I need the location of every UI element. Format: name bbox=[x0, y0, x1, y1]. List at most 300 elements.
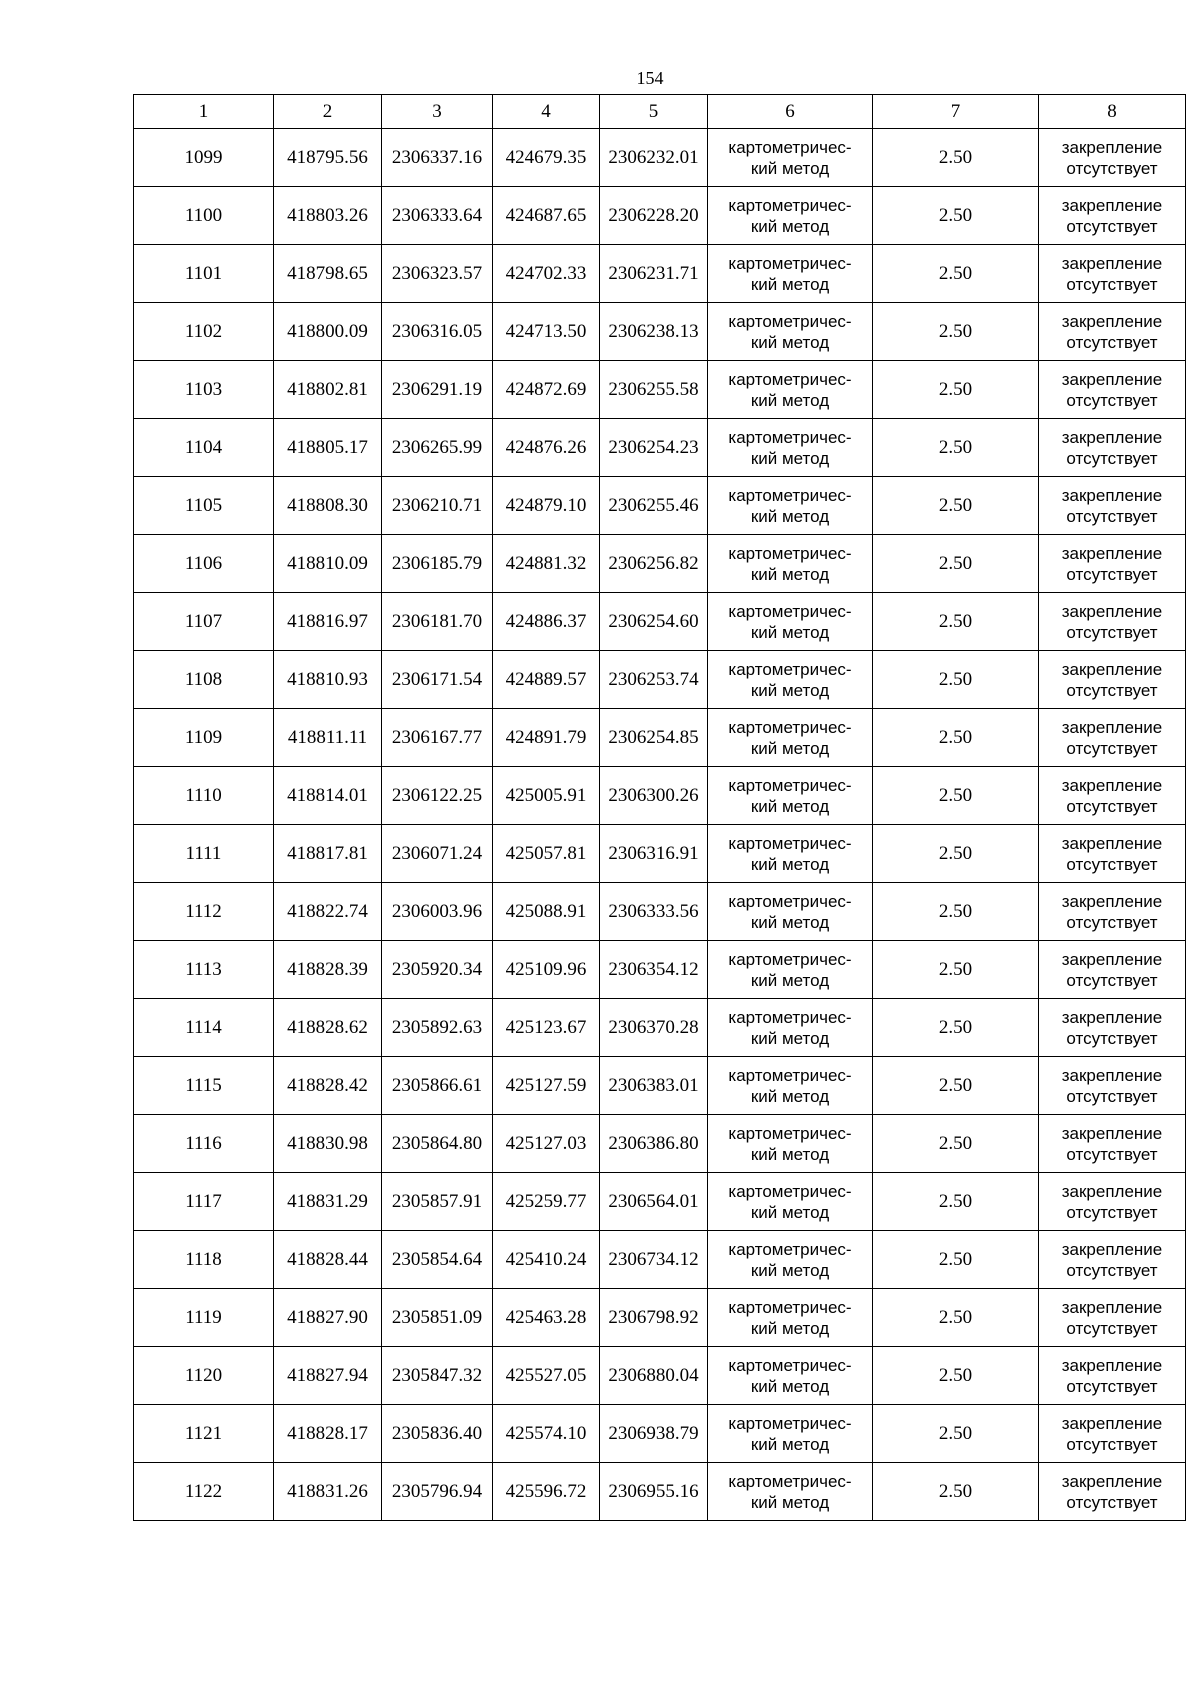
fixing-line: закрепление bbox=[1061, 253, 1163, 273]
accuracy-cell: 2.50 bbox=[873, 593, 1039, 651]
coordinate-cell: 2306122.25 bbox=[382, 767, 493, 825]
accuracy-cell: 2.50 bbox=[873, 1405, 1039, 1463]
coordinate-cell: 424886.37 bbox=[493, 593, 600, 651]
point-number: 1104 bbox=[134, 419, 274, 477]
table-row bbox=[134, 941, 1186, 999]
coordinate-cell: 425410.24 bbox=[493, 1231, 600, 1289]
coordinate-cell: 418810.09 bbox=[274, 535, 382, 593]
method-line: картометричес- bbox=[728, 717, 852, 737]
coordinate-cell: 418828.17 bbox=[274, 1405, 382, 1463]
method-cell bbox=[708, 593, 873, 651]
method-line: кий метод bbox=[750, 158, 830, 178]
accuracy-cell: 2.50 bbox=[873, 767, 1039, 825]
coordinate-cell: 2306071.24 bbox=[382, 825, 493, 883]
coordinate-cell: 418814.01 bbox=[274, 767, 382, 825]
fixing-cell bbox=[1039, 1289, 1186, 1347]
accuracy-cell: 2.50 bbox=[873, 1463, 1039, 1521]
method-line: картометричес- bbox=[728, 543, 852, 563]
point-number: 1112 bbox=[134, 883, 274, 941]
point-number: 1121 bbox=[134, 1405, 274, 1463]
fixing-line: отсутствует bbox=[1066, 796, 1158, 816]
fixing-line: закрепление bbox=[1061, 833, 1163, 853]
coordinate-cell: 2306181.70 bbox=[382, 593, 493, 651]
coordinate-cell: 2305920.34 bbox=[382, 941, 493, 999]
fixing-line: закрепление bbox=[1061, 485, 1163, 505]
column-header: 3 bbox=[382, 95, 493, 129]
point-number: 1110 bbox=[134, 767, 274, 825]
method-cell bbox=[708, 767, 873, 825]
column-header: 1 bbox=[134, 95, 274, 129]
method-line: картометричес- bbox=[728, 1297, 852, 1317]
coordinate-cell: 424872.69 bbox=[493, 361, 600, 419]
fixing-line: отсутствует bbox=[1066, 738, 1158, 758]
fixing-line: отсутствует bbox=[1066, 1492, 1158, 1512]
point-number: 1115 bbox=[134, 1057, 274, 1115]
fixing-line: отсутствует bbox=[1066, 1376, 1158, 1396]
coordinate-cell: 2305857.91 bbox=[382, 1173, 493, 1231]
coordinate-cell: 2305796.94 bbox=[382, 1463, 493, 1521]
fixing-cell bbox=[1039, 1405, 1186, 1463]
coordinate-cell: 2306291.19 bbox=[382, 361, 493, 419]
coordinate-cell: 2306003.96 bbox=[382, 883, 493, 941]
coordinate-cell: 418803.26 bbox=[274, 187, 382, 245]
method-cell bbox=[708, 1289, 873, 1347]
fixing-line: отсутствует bbox=[1066, 970, 1158, 990]
table-row bbox=[134, 825, 1186, 883]
method-cell bbox=[708, 477, 873, 535]
table-row bbox=[134, 1231, 1186, 1289]
point-number: 1099 bbox=[134, 129, 274, 187]
page-number: 154 bbox=[636, 68, 664, 88]
fixing-line: закрепление bbox=[1061, 311, 1163, 331]
coordinate-cell: 425596.72 bbox=[493, 1463, 600, 1521]
method-line: кий метод bbox=[750, 622, 830, 642]
fixing-cell bbox=[1039, 303, 1186, 361]
coordinate-cell: 425057.81 bbox=[493, 825, 600, 883]
method-line: кий метод bbox=[750, 1028, 830, 1048]
fixing-cell bbox=[1039, 129, 1186, 187]
coordinate-cell: 2306255.46 bbox=[600, 477, 708, 535]
coordinate-cell: 425005.91 bbox=[493, 767, 600, 825]
method-line: картометричес- bbox=[728, 775, 852, 795]
fixing-cell bbox=[1039, 361, 1186, 419]
coordinate-cell: 425463.28 bbox=[493, 1289, 600, 1347]
accuracy-cell: 2.50 bbox=[873, 1115, 1039, 1173]
coordinate-cell: 2306254.23 bbox=[600, 419, 708, 477]
accuracy-cell: 2.50 bbox=[873, 1289, 1039, 1347]
coordinate-cell: 2305851.09 bbox=[382, 1289, 493, 1347]
point-number: 1101 bbox=[134, 245, 274, 303]
accuracy-cell: 2.50 bbox=[873, 1231, 1039, 1289]
fixing-line: закрепление bbox=[1061, 1355, 1163, 1375]
accuracy-cell: 2.50 bbox=[873, 477, 1039, 535]
fixing-cell bbox=[1039, 883, 1186, 941]
table-row bbox=[134, 245, 1186, 303]
coordinate-cell: 418831.26 bbox=[274, 1463, 382, 1521]
method-line: кий метод bbox=[750, 564, 830, 584]
table-row bbox=[134, 651, 1186, 709]
table-row bbox=[134, 419, 1186, 477]
fixing-line: закрепление bbox=[1061, 1181, 1163, 1201]
method-cell bbox=[708, 129, 873, 187]
accuracy-cell: 2.50 bbox=[873, 419, 1039, 477]
fixing-line: закрепление bbox=[1061, 775, 1163, 795]
fixing-cell bbox=[1039, 593, 1186, 651]
point-number: 1100 bbox=[134, 187, 274, 245]
column-header: 6 bbox=[708, 95, 873, 129]
coordinate-cell: 2306300.26 bbox=[600, 767, 708, 825]
coordinates-table bbox=[133, 94, 1186, 1521]
table-row bbox=[134, 767, 1186, 825]
coordinate-cell: 2305847.32 bbox=[382, 1347, 493, 1405]
accuracy-cell: 2.50 bbox=[873, 1347, 1039, 1405]
coordinate-cell: 2306238.13 bbox=[600, 303, 708, 361]
fixing-line: отсутствует bbox=[1066, 1260, 1158, 1280]
coordinate-cell: 2306232.01 bbox=[600, 129, 708, 187]
accuracy-cell: 2.50 bbox=[873, 129, 1039, 187]
column-header: 8 bbox=[1039, 95, 1186, 129]
method-line: картометричес- bbox=[728, 601, 852, 621]
accuracy-cell: 2.50 bbox=[873, 1057, 1039, 1115]
method-line: картометричес- bbox=[728, 311, 852, 331]
coordinate-cell: 418828.44 bbox=[274, 1231, 382, 1289]
method-line: кий метод bbox=[750, 738, 830, 758]
fixing-cell bbox=[1039, 709, 1186, 767]
point-number: 1111 bbox=[134, 825, 274, 883]
method-cell bbox=[708, 941, 873, 999]
method-line: кий метод bbox=[750, 216, 830, 236]
coordinate-cell: 425123.67 bbox=[493, 999, 600, 1057]
fixing-line: отсутствует bbox=[1066, 1434, 1158, 1454]
table-row bbox=[134, 1173, 1186, 1231]
accuracy-cell: 2.50 bbox=[873, 825, 1039, 883]
point-number: 1114 bbox=[134, 999, 274, 1057]
method-line: кий метод bbox=[750, 1202, 830, 1222]
coordinate-cell: 425574.10 bbox=[493, 1405, 600, 1463]
method-line: кий метод bbox=[750, 680, 830, 700]
fixing-line: отсутствует bbox=[1066, 854, 1158, 874]
method-line: кий метод bbox=[750, 1260, 830, 1280]
fixing-cell bbox=[1039, 1115, 1186, 1173]
coordinate-cell: 2306370.28 bbox=[600, 999, 708, 1057]
coordinate-cell: 2306210.71 bbox=[382, 477, 493, 535]
coordinate-cell: 418811.11 bbox=[274, 709, 382, 767]
coordinate-cell: 2306167.77 bbox=[382, 709, 493, 767]
accuracy-cell: 2.50 bbox=[873, 535, 1039, 593]
method-line: кий метод bbox=[750, 970, 830, 990]
method-line: кий метод bbox=[750, 1318, 830, 1338]
point-number: 1119 bbox=[134, 1289, 274, 1347]
coordinate-cell: 425088.91 bbox=[493, 883, 600, 941]
coordinate-cell: 2306265.99 bbox=[382, 419, 493, 477]
fixing-line: закрепление bbox=[1061, 1123, 1163, 1143]
point-number: 1120 bbox=[134, 1347, 274, 1405]
method-line: кий метод bbox=[750, 506, 830, 526]
coordinate-cell: 2306254.85 bbox=[600, 709, 708, 767]
coordinate-cell: 424702.33 bbox=[493, 245, 600, 303]
method-line: картометричес- bbox=[728, 253, 852, 273]
table-row bbox=[134, 1115, 1186, 1173]
method-cell bbox=[708, 1463, 873, 1521]
table-row bbox=[134, 535, 1186, 593]
point-number: 1116 bbox=[134, 1115, 274, 1173]
coordinate-cell: 2306938.79 bbox=[600, 1405, 708, 1463]
method-line: кий метод bbox=[750, 390, 830, 410]
fixing-line: закрепление bbox=[1061, 427, 1163, 447]
method-cell bbox=[708, 361, 873, 419]
coordinate-cell: 2305864.80 bbox=[382, 1115, 493, 1173]
method-line: кий метод bbox=[750, 448, 830, 468]
fixing-cell bbox=[1039, 1347, 1186, 1405]
method-cell bbox=[708, 303, 873, 361]
fixing-line: закрепление bbox=[1061, 601, 1163, 621]
point-number: 1113 bbox=[134, 941, 274, 999]
method-line: картометричес- bbox=[728, 1413, 852, 1433]
coordinate-cell: 2306337.16 bbox=[382, 129, 493, 187]
method-line: картометричес- bbox=[728, 1123, 852, 1143]
fixing-cell bbox=[1039, 825, 1186, 883]
coordinate-cell: 2305836.40 bbox=[382, 1405, 493, 1463]
fixing-line: отсутствует bbox=[1066, 158, 1158, 178]
fixing-cell bbox=[1039, 1463, 1186, 1521]
accuracy-cell: 2.50 bbox=[873, 1173, 1039, 1231]
coordinate-cell: 418808.30 bbox=[274, 477, 382, 535]
fixing-cell bbox=[1039, 419, 1186, 477]
coordinate-cell: 2306316.05 bbox=[382, 303, 493, 361]
point-number: 1106 bbox=[134, 535, 274, 593]
fixing-line: отсутствует bbox=[1066, 680, 1158, 700]
fixing-cell bbox=[1039, 941, 1186, 999]
point-number: 1117 bbox=[134, 1173, 274, 1231]
fixing-line: отсутствует bbox=[1066, 1086, 1158, 1106]
coordinate-cell: 418828.42 bbox=[274, 1057, 382, 1115]
method-cell bbox=[708, 825, 873, 883]
fixing-line: отсутствует bbox=[1066, 332, 1158, 352]
fixing-line: отсутствует bbox=[1066, 564, 1158, 584]
method-line: кий метод bbox=[750, 332, 830, 352]
coordinate-cell: 2306316.91 bbox=[600, 825, 708, 883]
coordinate-cell: 2306955.16 bbox=[600, 1463, 708, 1521]
fixing-line: отсутствует bbox=[1066, 1144, 1158, 1164]
fixing-line: отсутствует bbox=[1066, 1028, 1158, 1048]
point-number: 1107 bbox=[134, 593, 274, 651]
method-line: кий метод bbox=[750, 796, 830, 816]
coordinate-cell: 418810.93 bbox=[274, 651, 382, 709]
coordinate-cell: 2306171.54 bbox=[382, 651, 493, 709]
coordinate-cell: 418795.56 bbox=[274, 129, 382, 187]
method-line: кий метод bbox=[750, 854, 830, 874]
table-row bbox=[134, 1289, 1186, 1347]
coordinate-cell: 2306354.12 bbox=[600, 941, 708, 999]
method-cell bbox=[708, 709, 873, 767]
fixing-line: закрепление bbox=[1061, 1471, 1163, 1491]
coordinate-cell: 425127.59 bbox=[493, 1057, 600, 1115]
method-cell bbox=[708, 999, 873, 1057]
coordinate-cell: 424891.79 bbox=[493, 709, 600, 767]
table-row bbox=[134, 303, 1186, 361]
method-cell bbox=[708, 1115, 873, 1173]
coordinate-cell: 424687.65 bbox=[493, 187, 600, 245]
fixing-line: отсутствует bbox=[1066, 1318, 1158, 1338]
column-header: 7 bbox=[873, 95, 1039, 129]
fixing-cell bbox=[1039, 651, 1186, 709]
coordinate-cell: 2306333.56 bbox=[600, 883, 708, 941]
fixing-cell bbox=[1039, 767, 1186, 825]
method-cell bbox=[708, 651, 873, 709]
fixing-line: отсутствует bbox=[1066, 1202, 1158, 1222]
coordinate-cell: 2306253.74 bbox=[600, 651, 708, 709]
column-header: 5 bbox=[600, 95, 708, 129]
fixing-line: закрепление bbox=[1061, 717, 1163, 737]
method-cell bbox=[708, 883, 873, 941]
table-row bbox=[134, 1463, 1186, 1521]
fixing-line: закрепление bbox=[1061, 543, 1163, 563]
fixing-line: закрепление bbox=[1061, 1007, 1163, 1027]
coordinate-cell: 2306323.57 bbox=[382, 245, 493, 303]
fixing-cell bbox=[1039, 1231, 1186, 1289]
fixing-line: отсутствует bbox=[1066, 216, 1158, 236]
fixing-line: закрепление bbox=[1061, 949, 1163, 969]
fixing-line: закрепление bbox=[1061, 891, 1163, 911]
method-cell bbox=[708, 1405, 873, 1463]
method-line: картометричес- bbox=[728, 485, 852, 505]
accuracy-cell: 2.50 bbox=[873, 303, 1039, 361]
method-line: картометричес- bbox=[728, 1065, 852, 1085]
table-body bbox=[134, 129, 1186, 1521]
method-line: кий метод bbox=[750, 1376, 830, 1396]
method-cell bbox=[708, 245, 873, 303]
method-line: картометричес- bbox=[728, 949, 852, 969]
fixing-cell bbox=[1039, 245, 1186, 303]
accuracy-cell: 2.50 bbox=[873, 883, 1039, 941]
method-line: картометричес- bbox=[728, 1355, 852, 1375]
table-row bbox=[134, 1057, 1186, 1115]
method-line: кий метод bbox=[750, 274, 830, 294]
fixing-line: закрепление bbox=[1061, 1239, 1163, 1259]
coordinate-cell: 2306386.80 bbox=[600, 1115, 708, 1173]
coordinate-cell: 418822.74 bbox=[274, 883, 382, 941]
method-line: кий метод bbox=[750, 912, 830, 932]
coordinate-cell: 2306798.92 bbox=[600, 1289, 708, 1347]
coordinate-cell: 425259.77 bbox=[493, 1173, 600, 1231]
method-cell bbox=[708, 1057, 873, 1115]
fixing-cell bbox=[1039, 187, 1186, 245]
coordinate-cell: 2306256.82 bbox=[600, 535, 708, 593]
point-number: 1109 bbox=[134, 709, 274, 767]
table-row bbox=[134, 883, 1186, 941]
fixing-line: отсутствует bbox=[1066, 506, 1158, 526]
method-line: картометричес- bbox=[728, 833, 852, 853]
fixing-line: отсутствует bbox=[1066, 448, 1158, 468]
coordinate-cell: 2306383.01 bbox=[600, 1057, 708, 1115]
coordinate-cell: 2305866.61 bbox=[382, 1057, 493, 1115]
coordinate-cell: 418805.17 bbox=[274, 419, 382, 477]
table-row bbox=[134, 593, 1186, 651]
point-number: 1122 bbox=[134, 1463, 274, 1521]
coordinate-cell: 418831.29 bbox=[274, 1173, 382, 1231]
accuracy-cell: 2.50 bbox=[873, 999, 1039, 1057]
column-header: 4 bbox=[493, 95, 600, 129]
coordinate-cell: 424713.50 bbox=[493, 303, 600, 361]
accuracy-cell: 2.50 bbox=[873, 361, 1039, 419]
method-line: кий метод bbox=[750, 1086, 830, 1106]
fixing-line: отсутствует bbox=[1066, 912, 1158, 932]
fixing-cell bbox=[1039, 1057, 1186, 1115]
method-line: картометричес- bbox=[728, 427, 852, 447]
coordinate-cell: 418817.81 bbox=[274, 825, 382, 883]
fixing-line: отсутствует bbox=[1066, 390, 1158, 410]
table-row bbox=[134, 361, 1186, 419]
method-line: кий метод bbox=[750, 1434, 830, 1454]
coordinate-cell: 424879.10 bbox=[493, 477, 600, 535]
method-cell bbox=[708, 535, 873, 593]
coordinate-cell: 2306185.79 bbox=[382, 535, 493, 593]
coordinate-cell: 418800.09 bbox=[274, 303, 382, 361]
fixing-line: закрепление bbox=[1061, 1297, 1163, 1317]
method-line: картометричес- bbox=[728, 1471, 852, 1491]
coordinate-cell: 424881.32 bbox=[493, 535, 600, 593]
coordinate-cell: 425127.03 bbox=[493, 1115, 600, 1173]
table-row bbox=[134, 999, 1186, 1057]
accuracy-cell: 2.50 bbox=[873, 709, 1039, 767]
method-line: картометричес- bbox=[728, 891, 852, 911]
method-cell bbox=[708, 1231, 873, 1289]
accuracy-cell: 2.50 bbox=[873, 245, 1039, 303]
coordinate-cell: 2306255.58 bbox=[600, 361, 708, 419]
fixing-line: отсутствует bbox=[1066, 274, 1158, 294]
fixing-cell bbox=[1039, 1173, 1186, 1231]
coordinate-cell: 425527.05 bbox=[493, 1347, 600, 1405]
table-row bbox=[134, 1405, 1186, 1463]
method-line: картометричес- bbox=[728, 195, 852, 215]
fixing-cell bbox=[1039, 477, 1186, 535]
coordinate-cell: 418828.39 bbox=[274, 941, 382, 999]
fixing-cell bbox=[1039, 999, 1186, 1057]
coordinate-cell: 418830.98 bbox=[274, 1115, 382, 1173]
method-line: картометричес- bbox=[728, 1239, 852, 1259]
method-cell bbox=[708, 419, 873, 477]
coordinate-cell: 425109.96 bbox=[493, 941, 600, 999]
accuracy-cell: 2.50 bbox=[873, 651, 1039, 709]
coordinate-cell: 2306228.20 bbox=[600, 187, 708, 245]
point-number: 1102 bbox=[134, 303, 274, 361]
method-cell bbox=[708, 187, 873, 245]
fixing-cell bbox=[1039, 535, 1186, 593]
coordinate-cell: 418798.65 bbox=[274, 245, 382, 303]
fixing-line: закрепление bbox=[1061, 137, 1163, 157]
coordinate-cell: 2305854.64 bbox=[382, 1231, 493, 1289]
fixing-line: закрепление bbox=[1061, 369, 1163, 389]
method-line: картометричес- bbox=[728, 659, 852, 679]
coordinate-cell: 418827.90 bbox=[274, 1289, 382, 1347]
coordinate-cell: 2305892.63 bbox=[382, 999, 493, 1057]
table-row bbox=[134, 1347, 1186, 1405]
coordinate-cell: 2306333.64 bbox=[382, 187, 493, 245]
coordinate-cell: 2306254.60 bbox=[600, 593, 708, 651]
accuracy-cell: 2.50 bbox=[873, 941, 1039, 999]
header-row bbox=[134, 95, 1186, 129]
coordinate-cell: 2306564.01 bbox=[600, 1173, 708, 1231]
point-number: 1105 bbox=[134, 477, 274, 535]
table-row bbox=[134, 129, 1186, 187]
coordinate-cell: 424876.26 bbox=[493, 419, 600, 477]
coordinate-cell: 418802.81 bbox=[274, 361, 382, 419]
method-line: кий метод bbox=[750, 1144, 830, 1164]
coordinate-cell: 418827.94 bbox=[274, 1347, 382, 1405]
coordinate-cell: 2306231.71 bbox=[600, 245, 708, 303]
accuracy-cell: 2.50 bbox=[873, 187, 1039, 245]
method-line: картометричес- bbox=[728, 137, 852, 157]
